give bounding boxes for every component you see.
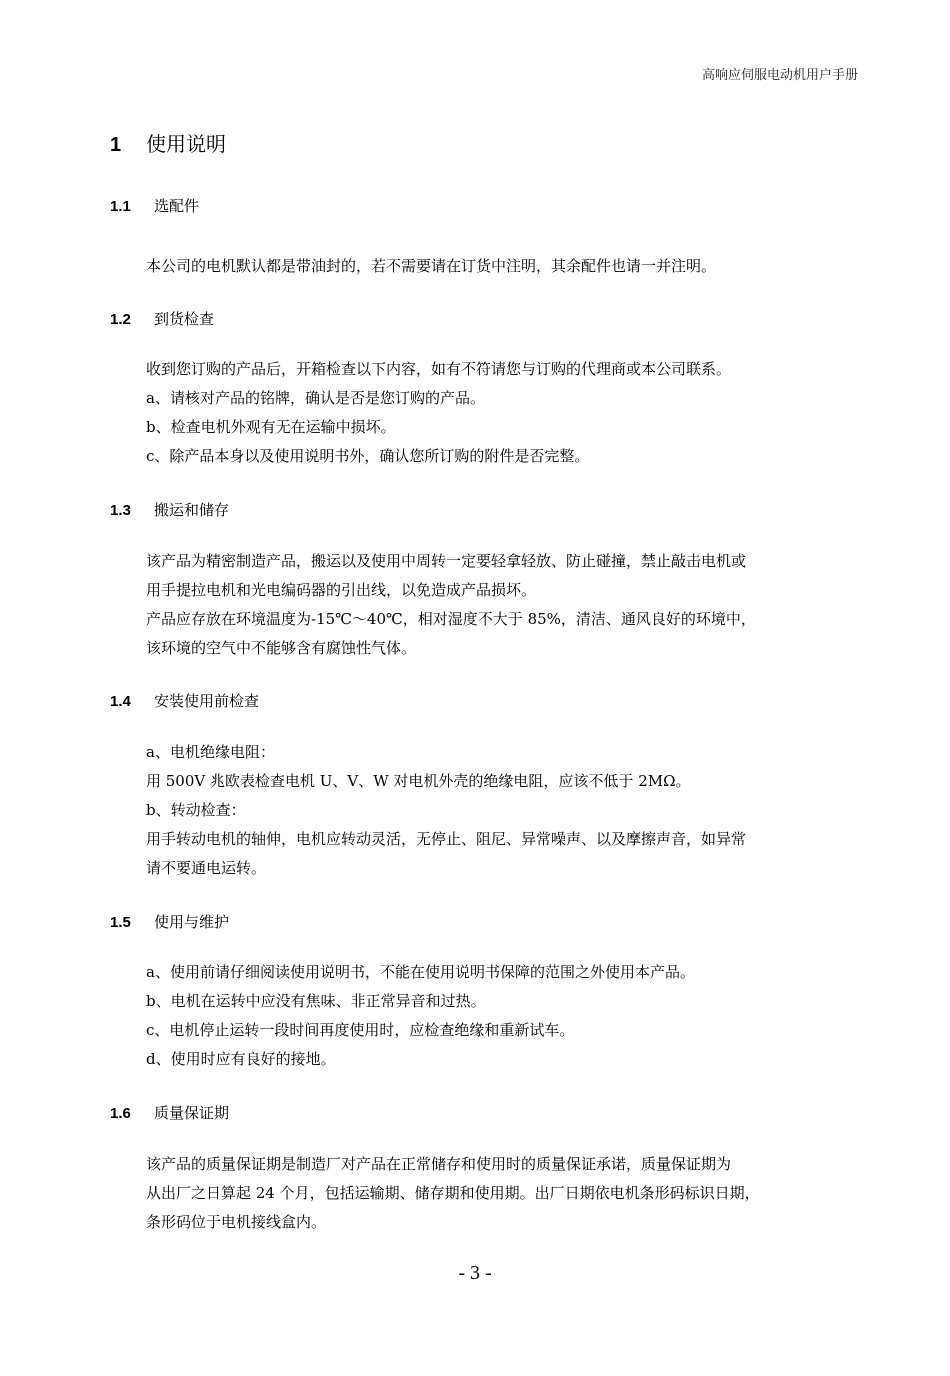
paragraph-line: 条形码位于电机接线盒内。 bbox=[146, 1213, 327, 1231]
running-header: 高响应伺服电动机用户手册 bbox=[701, 68, 858, 83]
list-item: d、使用时应有良好的接地。 bbox=[146, 1050, 336, 1068]
chapter-number: 1 bbox=[110, 134, 122, 156]
section-body bbox=[146, 1150, 858, 1237]
section-body bbox=[146, 355, 858, 471]
section-heading bbox=[110, 1102, 229, 1123]
list-item: b、转动检查： bbox=[146, 801, 246, 819]
page-number: - 3 - bbox=[458, 1262, 492, 1284]
section-title: 安装使用前检查 bbox=[154, 693, 260, 710]
section-number: 1.3 bbox=[110, 502, 131, 519]
list-item: b、电机在运转中应没有焦味、非正常异音和过热。 bbox=[146, 992, 486, 1010]
list-item: c、电机停止运转一段时间再度使用时，应检查绝缘和重新试车。 bbox=[146, 1021, 575, 1039]
section-heading bbox=[110, 911, 229, 932]
paragraph-line: 从出厂之日算起 24 个月，包括运输期、储存期和使用期。出厂日期依电机条形码标识日期， bbox=[146, 1184, 760, 1202]
list-item: a、请核对产品的铭牌，确认是否是您订购的产品。 bbox=[146, 389, 485, 407]
section-number: 1.1 bbox=[110, 198, 131, 215]
paragraph-line: 用 500V 兆欧表检查电机 U、V、W 对电机外壳的绝缘电阻，应该不低于 2MΩ。 bbox=[146, 772, 691, 790]
paragraph-line: 该产品的质量保证期是制造厂对产品在正常储存和使用时的质量保证承诺，质量保证期为 bbox=[146, 1155, 732, 1173]
chapter-title: 使用说明 bbox=[146, 134, 226, 156]
paragraph-line: 用手提拉电机和光电编码器的引出线，以免造成产品损坏。 bbox=[146, 581, 537, 599]
section-heading bbox=[110, 690, 259, 711]
section-heading bbox=[110, 195, 199, 216]
section-title: 到货检查 bbox=[154, 311, 215, 328]
section-heading bbox=[110, 308, 214, 329]
paragraph-line: 产品应存放在环境温度为-15℃～40℃，相对湿度不大于 85%，清洁、通风良好的环境中， bbox=[146, 610, 756, 628]
list-item: a、电机绝缘电阻： bbox=[146, 743, 275, 761]
list-item: a、使用前请仔细阅读使用说明书，不能在使用说明书保障的范围之外使用本产品。 bbox=[146, 963, 695, 981]
paragraph-line: 请不要通电运转。 bbox=[146, 859, 267, 877]
paragraph-line: 用手转动电机的轴伸，电机应转动灵活，无停止、阻尼、异常噪声、以及摩擦声音，如异常 bbox=[146, 830, 747, 848]
section-body bbox=[146, 252, 858, 281]
section-body bbox=[146, 547, 858, 663]
section-number: 1.6 bbox=[110, 1105, 131, 1122]
paragraph-line: 该环境的空气中不能够含有腐蚀性气体。 bbox=[146, 639, 417, 657]
section-number: 1.5 bbox=[110, 914, 131, 931]
section-body bbox=[146, 958, 858, 1074]
section-number: 1.4 bbox=[110, 693, 131, 710]
section-heading bbox=[110, 499, 229, 520]
paragraph-line: 收到您订购的产品后，开箱检查以下内容，如有不符请您与订购的代理商或本公司联系。 bbox=[146, 360, 732, 378]
list-item: b、检查电机外观有无在运输中损坏。 bbox=[146, 418, 396, 436]
section-title: 选配件 bbox=[154, 198, 200, 215]
section-number: 1.2 bbox=[110, 311, 131, 328]
section-title: 搬运和储存 bbox=[154, 502, 230, 519]
paragraph-line: 本公司的电机默认都是带油封的，若不需要请在订货中注明，其余配件也请一并注明。 bbox=[146, 257, 717, 275]
section-title: 使用与维护 bbox=[154, 914, 230, 931]
section-body bbox=[146, 738, 858, 883]
chapter-heading bbox=[110, 128, 226, 157]
section-title: 质量保证期 bbox=[154, 1105, 230, 1122]
paragraph-line: 该产品为精密制造产品，搬运以及使用中周转一定要轻拿轻放、防止碰撞，禁止敲击电机或 bbox=[146, 552, 747, 570]
list-item: c、除产品本身以及使用说明书外，确认您所订购的附件是否完整。 bbox=[146, 447, 590, 465]
